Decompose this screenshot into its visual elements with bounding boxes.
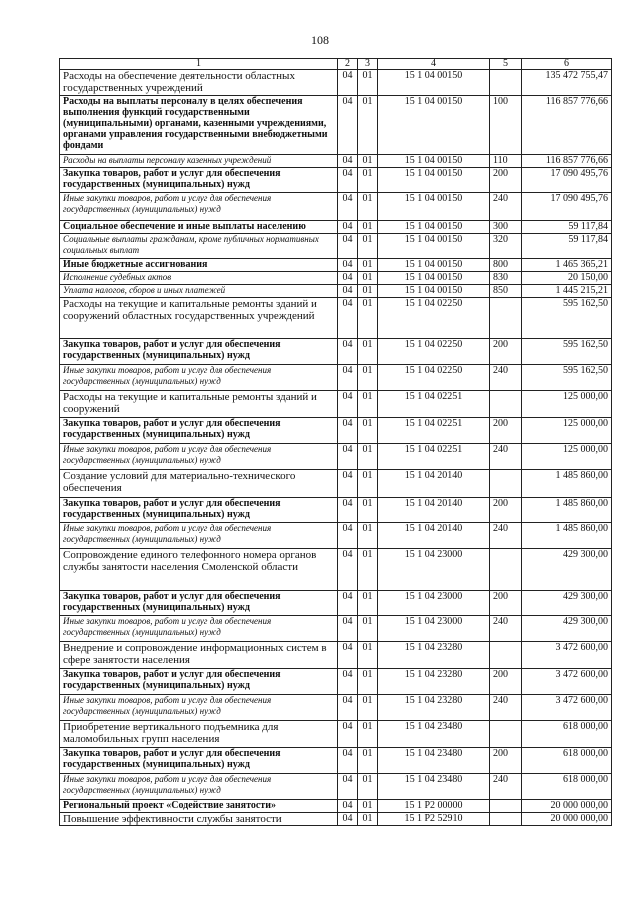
row-subsection-cell: 01: [358, 721, 378, 748]
table-row: [60, 800, 612, 813]
row-amount-cell: 1 485 860,00: [522, 470, 612, 498]
row-section-cell: 04: [338, 168, 358, 193]
row-name-cell: Расходы на текущие и капитальные ремонты зданий и сооружений областных государственных учреждений: [60, 298, 338, 339]
table-row: [60, 774, 612, 800]
row-expense-type-cell: [490, 800, 522, 813]
row-expense-type-cell: 110: [490, 155, 522, 168]
row-subsection-cell: 01: [358, 298, 378, 339]
row-section-cell: 04: [338, 721, 358, 748]
table-header-row: [60, 59, 612, 70]
row-target-article-cell: 15 1 04 02250: [378, 298, 490, 339]
row-amount-cell: 618 000,00: [522, 721, 612, 748]
row-subsection-cell: 01: [358, 523, 378, 549]
row-name-cell: Закупка товаров, работ и услуг для обеспечения государственных (муниципальных) нужд: [60, 339, 338, 365]
row-expense-type-cell: [490, 721, 522, 748]
table-row: [60, 591, 612, 616]
row-target-article-cell: 15 1 04 23000: [378, 591, 490, 616]
header-cell-2: 2: [338, 59, 358, 70]
row-amount-cell: 1 485 860,00: [522, 498, 612, 523]
row-name-cell: Региональный проект «Содействие занятости»: [60, 800, 338, 813]
row-amount-cell: 618 000,00: [522, 748, 612, 774]
row-target-article-cell: 15 1 04 00150: [378, 285, 490, 298]
row-section-cell: 04: [338, 221, 358, 234]
row-name-cell: Расходы на обеспечение деятельности областных государственных учреждений: [60, 70, 338, 96]
row-name-cell: Уплата налогов, сборов и иных платежей: [60, 285, 338, 298]
row-expense-type-cell: 320: [490, 234, 522, 259]
table-row: [60, 285, 612, 298]
row-target-article-cell: 15 1 04 23480: [378, 774, 490, 800]
row-subsection-cell: 01: [358, 221, 378, 234]
row-expense-type-cell: [490, 298, 522, 339]
row-expense-type-cell: 240: [490, 695, 522, 721]
row-target-article-cell: 15 1 P2 00000: [378, 800, 490, 813]
row-section-cell: 04: [338, 155, 358, 168]
row-subsection-cell: 01: [358, 549, 378, 591]
row-amount-cell: 3 472 600,00: [522, 642, 612, 669]
header-cell-6: 6: [522, 59, 612, 70]
row-section-cell: 04: [338, 365, 358, 391]
row-section-cell: 04: [338, 259, 358, 272]
row-expense-type-cell: 300: [490, 221, 522, 234]
row-name-cell: Иные закупки товаров, работ и услуг для обеспечения государственных (муниципальных) нужд: [60, 695, 338, 721]
row-expense-type-cell: 200: [490, 748, 522, 774]
row-expense-type-cell: [490, 470, 522, 498]
table-row: [60, 96, 612, 155]
row-name-cell: Закупка товаров, работ и услуг для обеспечения государственных (муниципальных) нужд: [60, 591, 338, 616]
table-row: [60, 391, 612, 418]
table-row: [60, 523, 612, 549]
header-cell-5: 5: [490, 59, 522, 70]
row-name-cell: Расходы на выплаты персоналу в целях обеспечения выполнения функций государственными (муниципальными) органами, казенными учреждениями, органами управления государственными внебюджетными фондами: [60, 96, 338, 155]
row-section-cell: 04: [338, 285, 358, 298]
row-section-cell: 04: [338, 272, 358, 285]
row-amount-cell: 59 117,84: [522, 234, 612, 259]
row-expense-type-cell: 240: [490, 774, 522, 800]
row-amount-cell: 20 000 000,00: [522, 800, 612, 813]
row-name-cell: Иные закупки товаров, работ и услуг для обеспечения государственных (муниципальных) нужд: [60, 444, 338, 470]
table-row: [60, 70, 612, 96]
row-amount-cell: 125 000,00: [522, 391, 612, 418]
row-subsection-cell: 01: [358, 616, 378, 642]
row-target-article-cell: 15 1 04 02250: [378, 365, 490, 391]
row-amount-cell: 429 300,00: [522, 616, 612, 642]
table-row: [60, 168, 612, 193]
row-target-article-cell: 15 1 04 23480: [378, 721, 490, 748]
table-row: [60, 642, 612, 669]
row-section-cell: 04: [338, 813, 358, 826]
table-row: [60, 616, 612, 642]
row-section-cell: 04: [338, 695, 358, 721]
table-row: [60, 234, 612, 259]
row-section-cell: 04: [338, 800, 358, 813]
table-row: [60, 339, 612, 365]
table-row: [60, 155, 612, 168]
row-expense-type-cell: 830: [490, 272, 522, 285]
row-expense-type-cell: 240: [490, 616, 522, 642]
row-amount-cell: 1 445 215,21: [522, 285, 612, 298]
header-cell-1: 1: [60, 59, 338, 70]
row-name-cell: Закупка товаров, работ и услуг для обеспечения государственных (муниципальных) нужд: [60, 418, 338, 444]
row-name-cell: Расходы на выплаты персоналу казенных учреждений: [60, 155, 338, 168]
row-name-cell: Социальные выплаты гражданам, кроме публичных нормативных социальных выплат: [60, 234, 338, 259]
row-target-article-cell: 15 1 04 23280: [378, 642, 490, 669]
row-amount-cell: 59 117,84: [522, 221, 612, 234]
row-subsection-cell: 01: [358, 272, 378, 285]
row-expense-type-cell: 850: [490, 285, 522, 298]
row-expense-type-cell: 240: [490, 523, 522, 549]
row-expense-type-cell: 800: [490, 259, 522, 272]
row-amount-cell: 125 000,00: [522, 418, 612, 444]
table-row: [60, 418, 612, 444]
row-target-article-cell: 15 1 04 23280: [378, 669, 490, 695]
row-subsection-cell: 01: [358, 642, 378, 669]
row-expense-type-cell: [490, 642, 522, 669]
row-subsection-cell: 01: [358, 669, 378, 695]
row-section-cell: 04: [338, 523, 358, 549]
table-row: [60, 695, 612, 721]
row-subsection-cell: 01: [358, 70, 378, 96]
row-subsection-cell: 01: [358, 800, 378, 813]
row-section-cell: 04: [338, 234, 358, 259]
budget-table: [59, 58, 612, 826]
row-section-cell: 04: [338, 391, 358, 418]
row-amount-cell: 3 472 600,00: [522, 695, 612, 721]
row-section-cell: 04: [338, 642, 358, 669]
row-name-cell: Иные закупки товаров, работ и услуг для обеспечения государственных (муниципальных) нужд: [60, 523, 338, 549]
row-amount-cell: 17 090 495,76: [522, 168, 612, 193]
row-target-article-cell: 15 1 04 00150: [378, 193, 490, 221]
row-section-cell: 04: [338, 748, 358, 774]
table-row: [60, 498, 612, 523]
row-section-cell: 04: [338, 498, 358, 523]
row-target-article-cell: 15 1 04 23000: [378, 616, 490, 642]
row-target-article-cell: 15 1 04 23280: [378, 695, 490, 721]
row-subsection-cell: 01: [358, 234, 378, 259]
row-expense-type-cell: 240: [490, 193, 522, 221]
row-expense-type-cell: [490, 549, 522, 591]
row-expense-type-cell: [490, 813, 522, 826]
row-expense-type-cell: 100: [490, 96, 522, 155]
row-amount-cell: 116 857 776,66: [522, 155, 612, 168]
row-section-cell: 04: [338, 96, 358, 155]
row-target-article-cell: 15 1 04 20140: [378, 523, 490, 549]
row-name-cell: Приобретение вертикального подъемника для маломобильных групп населения: [60, 721, 338, 748]
table-row: [60, 669, 612, 695]
row-amount-cell: 17 090 495,76: [522, 193, 612, 221]
table-row: [60, 549, 612, 591]
row-expense-type-cell: 240: [490, 444, 522, 470]
table-row: [60, 298, 612, 339]
row-amount-cell: 3 472 600,00: [522, 669, 612, 695]
row-target-article-cell: 15 1 04 00150: [378, 221, 490, 234]
row-subsection-cell: 01: [358, 774, 378, 800]
row-target-article-cell: 15 1 04 02251: [378, 444, 490, 470]
row-expense-type-cell: [490, 70, 522, 96]
page-number: 108: [311, 33, 329, 47]
row-name-cell: Закупка товаров, работ и услуг для обеспечения государственных (муниципальных) нужд: [60, 748, 338, 774]
row-name-cell: Внедрение и сопровождение информационных систем в сфере занятости населения: [60, 642, 338, 669]
table-row: [60, 721, 612, 748]
row-expense-type-cell: 200: [490, 498, 522, 523]
row-section-cell: 04: [338, 549, 358, 591]
row-name-cell: Повышение эффективности службы занятости: [60, 813, 338, 826]
table-row: [60, 272, 612, 285]
row-subsection-cell: 01: [358, 391, 378, 418]
row-name-cell: Закупка товаров, работ и услуг для обеспечения государственных (муниципальных) нужд: [60, 168, 338, 193]
row-subsection-cell: 01: [358, 155, 378, 168]
row-target-article-cell: 15 1 04 02250: [378, 339, 490, 365]
row-subsection-cell: 01: [358, 259, 378, 272]
row-name-cell: Иные закупки товаров, работ и услуг для обеспечения государственных (муниципальных) нужд: [60, 365, 338, 391]
row-amount-cell: 135 472 755,47: [522, 70, 612, 96]
table-row: [60, 748, 612, 774]
row-section-cell: 04: [338, 669, 358, 695]
row-subsection-cell: 01: [358, 193, 378, 221]
row-subsection-cell: 01: [358, 813, 378, 826]
row-amount-cell: 116 857 776,66: [522, 96, 612, 155]
row-section-cell: 04: [338, 444, 358, 470]
row-subsection-cell: 01: [358, 96, 378, 155]
table-row: [60, 193, 612, 221]
row-name-cell: Иные бюджетные ассигнования: [60, 259, 338, 272]
row-name-cell: Создание условий для материально-технического обеспечения: [60, 470, 338, 498]
row-target-article-cell: 15 1 04 00150: [378, 272, 490, 285]
row-target-article-cell: 15 1 P2 52910: [378, 813, 490, 826]
row-amount-cell: 20 150,00: [522, 272, 612, 285]
row-subsection-cell: 01: [358, 444, 378, 470]
row-amount-cell: 595 162,50: [522, 298, 612, 339]
row-target-article-cell: 15 1 04 20140: [378, 498, 490, 523]
row-amount-cell: 429 300,00: [522, 549, 612, 591]
row-expense-type-cell: [490, 391, 522, 418]
row-subsection-cell: 01: [358, 168, 378, 193]
row-target-article-cell: 15 1 04 23480: [378, 748, 490, 774]
row-amount-cell: 125 000,00: [522, 444, 612, 470]
row-amount-cell: 1 465 365,21: [522, 259, 612, 272]
row-section-cell: 04: [338, 298, 358, 339]
row-subsection-cell: 01: [358, 498, 378, 523]
row-subsection-cell: 01: [358, 470, 378, 498]
row-expense-type-cell: 200: [490, 418, 522, 444]
row-amount-cell: 20 000 000,00: [522, 813, 612, 826]
row-subsection-cell: 01: [358, 591, 378, 616]
row-expense-type-cell: 200: [490, 339, 522, 365]
row-name-cell: Сопровождение единого телефонного номера органов службы занятости населения Смоленской области: [60, 549, 338, 591]
row-expense-type-cell: 200: [490, 168, 522, 193]
row-amount-cell: 1 485 860,00: [522, 523, 612, 549]
row-subsection-cell: 01: [358, 748, 378, 774]
row-name-cell: Иные закупки товаров, работ и услуг для обеспечения государственных (муниципальных) нужд: [60, 774, 338, 800]
header-cell-4: 4: [378, 59, 490, 70]
row-target-article-cell: 15 1 04 00150: [378, 234, 490, 259]
row-section-cell: 04: [338, 774, 358, 800]
table-row: [60, 365, 612, 391]
row-target-article-cell: 15 1 04 00150: [378, 259, 490, 272]
row-target-article-cell: 15 1 04 23000: [378, 549, 490, 591]
table-row: [60, 470, 612, 498]
row-target-article-cell: 15 1 04 20140: [378, 470, 490, 498]
row-section-cell: 04: [338, 70, 358, 96]
row-target-article-cell: 15 1 04 00150: [378, 96, 490, 155]
row-name-cell: Закупка товаров, работ и услуг для обеспечения государственных (муниципальных) нужд: [60, 669, 338, 695]
row-target-article-cell: 15 1 04 02251: [378, 418, 490, 444]
row-section-cell: 04: [338, 193, 358, 221]
table-body: [60, 70, 612, 826]
row-target-article-cell: 15 1 04 00150: [378, 155, 490, 168]
row-name-cell: Закупка товаров, работ и услуг для обеспечения государственных (муниципальных) нужд: [60, 498, 338, 523]
row-name-cell: Расходы на текущие и капитальные ремонты зданий и сооружений: [60, 391, 338, 418]
row-amount-cell: 429 300,00: [522, 591, 612, 616]
row-target-article-cell: 15 1 04 00150: [378, 168, 490, 193]
row-subsection-cell: 01: [358, 285, 378, 298]
row-amount-cell: 595 162,50: [522, 365, 612, 391]
row-expense-type-cell: 200: [490, 669, 522, 695]
row-expense-type-cell: 240: [490, 365, 522, 391]
row-subsection-cell: 01: [358, 695, 378, 721]
header-cell-3: 3: [358, 59, 378, 70]
row-expense-type-cell: 200: [490, 591, 522, 616]
row-target-article-cell: 15 1 04 00150: [378, 70, 490, 96]
table-row: [60, 813, 612, 826]
row-section-cell: 04: [338, 591, 358, 616]
row-name-cell: Социальное обеспечение и иные выплаты населению: [60, 221, 338, 234]
row-section-cell: 04: [338, 470, 358, 498]
row-target-article-cell: 15 1 04 02251: [378, 391, 490, 418]
table-row: [60, 259, 612, 272]
table-row: [60, 221, 612, 234]
row-name-cell: Иные закупки товаров, работ и услуг для обеспечения государственных (муниципальных) нужд: [60, 616, 338, 642]
table-row: [60, 444, 612, 470]
row-name-cell: Исполнение судебных актов: [60, 272, 338, 285]
row-name-cell: Иные закупки товаров, работ и услуг для обеспечения государственных (муниципальных) нужд: [60, 193, 338, 221]
row-section-cell: 04: [338, 418, 358, 444]
row-subsection-cell: 01: [358, 418, 378, 444]
row-amount-cell: 595 162,50: [522, 339, 612, 365]
row-section-cell: 04: [338, 339, 358, 365]
row-subsection-cell: 01: [358, 365, 378, 391]
row-amount-cell: 618 000,00: [522, 774, 612, 800]
row-section-cell: 04: [338, 616, 358, 642]
row-subsection-cell: 01: [358, 339, 378, 365]
